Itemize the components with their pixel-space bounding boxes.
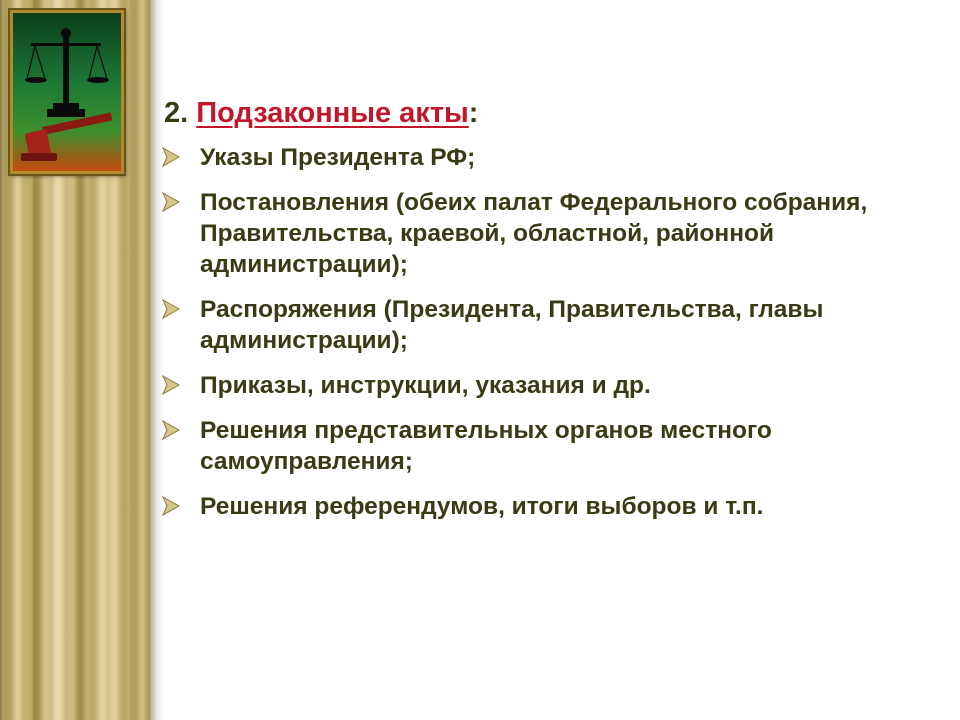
arrow-bullet-icon xyxy=(162,192,180,212)
bullet-text: Приказы, инструкции, указания и др. xyxy=(200,372,651,399)
bullet-text: Решения представительных органов местного самоуправления; xyxy=(200,417,772,475)
bullet-item xyxy=(158,294,918,356)
arrow-bullet-icon xyxy=(162,496,180,516)
bullet-item xyxy=(158,187,918,280)
bullet-item xyxy=(158,415,918,477)
bullet-text: Указы Президента РФ; xyxy=(200,144,476,171)
bullet-item xyxy=(158,370,918,401)
bullet-item xyxy=(158,491,918,522)
slide-content xyxy=(158,96,918,536)
title-number: 2. xyxy=(164,97,189,129)
arrow-bullet-icon xyxy=(162,375,180,395)
slide-title xyxy=(164,96,918,130)
scales-and-gavel-image xyxy=(10,10,124,174)
arrow-bullet-icon xyxy=(162,299,180,319)
title-suffix: : xyxy=(468,97,479,129)
title-link[interactable]: Подзаконные акты xyxy=(196,97,469,129)
bullet-text: Распоряжения (Президента, Правительства, главы администрации); xyxy=(200,296,824,354)
bullet-text: Постановления (обеих палат Федерального собрания, Правительства, краевой, областной, районной администрации); xyxy=(200,189,868,278)
arrow-bullet-icon xyxy=(162,420,180,440)
bullet-item xyxy=(158,142,918,173)
bullet-text: Решения референдумов, итоги выборов и т.п. xyxy=(200,493,764,520)
arrow-bullet-icon xyxy=(162,147,180,167)
bullet-list xyxy=(158,142,918,522)
